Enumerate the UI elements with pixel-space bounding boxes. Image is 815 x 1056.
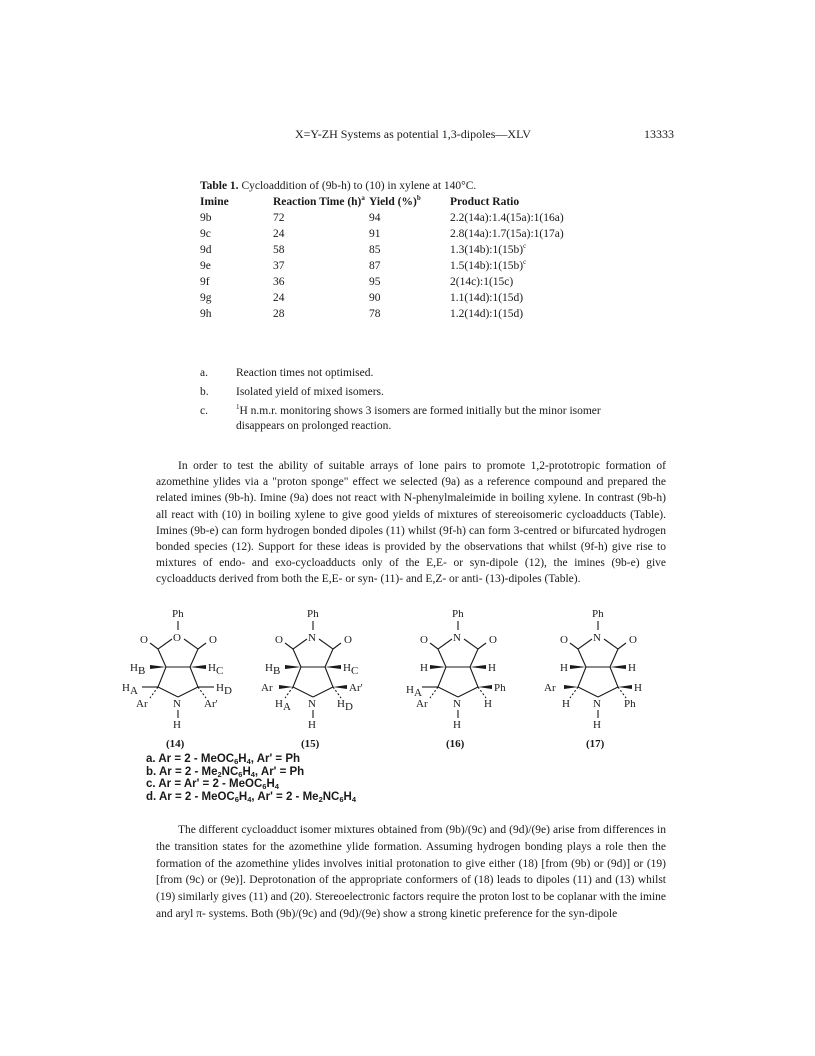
body-paragraph-2: The different cycloadduct isomer mixtures obtained from (9b)/(9c) and (9d)/(9e) arise from differences in the transition states for the azomethine ylide formation. Assuming hydrogen bonding plays a role then the formation of the azomethine ylides involves initial protonation to give either (18) [from (9b) or (9d)] or (19) [from (9c) or (9e)]. Deprotonation of the appropriate conformers of (18) leads to dipoles (11) and (13) whilst (19) similarly gives (11) and (20). Stereoelectronic factors require the proton lost to be coplanar with the imine and aryl π- systems. Both (9b)/(9c) and (9d)/(9e) show a strong kinetic preference for the syn-dipole — [156, 824, 666, 920]
svg-text:H: H — [560, 662, 568, 674]
svg-text:H: H — [343, 662, 351, 674]
substituent-legend — [146, 753, 356, 803]
svg-text:H: H — [337, 698, 345, 710]
body-paragraph-1: In order to test the ability of suitable arrays of lone pairs to promote 1,2-prototropic formation of azomethine ylides via a "proton sponge" effect we selected (9a) as a reference compound and prepared the related imines (9b-h). Imine (9a) does not react with N-phenylmaleimide in boiling xylene. In contrast (9b-h) all react with (10) in boiling xylene to give good yields of mixtures of stereoisomeric cycloadducts (Table). Imines (9b-e) can form hydrogen bonded dipoles (11) whilst (9f-h) can form 3-centred or bifurcated hydrogen bonded species (12). Support for these ideas is provided by the observations that whilst (9f-h) give rise to mixtures of endo- and exo-cycloadducts only of the E,E- or syn-dipole (12), the imines (9b-e) give cycloadducts derived from both the E,E- or syn- (11)- and E,Z- or anti- (13)-dipoles (Table). — [156, 460, 666, 586]
substituent-a: a. $Ar = 2 - MeOC_6H_4$, Ar' = Ph — [146, 753, 301, 766]
svg-text:(15): (15) — [301, 738, 320, 750]
svg-text:Ph: Ph — [624, 698, 636, 710]
table-row: 9g 24 90 1.1(14d):1(15d) — [200, 292, 524, 304]
structure-16 — [408, 605, 528, 750]
svg-text:O: O — [344, 634, 352, 646]
col-yield: Yield (%)$^b$ — [369, 194, 421, 208]
svg-text:Ph: Ph — [494, 682, 506, 694]
table-header-row — [200, 194, 650, 210]
footnote-c: c. $^1$H n.m.r. monitoring shows 3 isomers are formed initially but the minor isomer — [200, 403, 601, 417]
table-row: 9d 58 85 $1.3(14b):1(15b)^c$ — [200, 242, 527, 256]
svg-text:Ar': Ar' — [204, 698, 218, 710]
svg-text:H: H — [275, 698, 283, 710]
table-row: 9h 28 78 1.2(14d):1(15d) — [200, 308, 524, 320]
table-caption-text: Cycloaddition of (9b-h) to (10) in xylene at 140°C. — [238, 180, 477, 192]
svg-text:O: O — [173, 632, 181, 644]
svg-text:H: H — [593, 719, 601, 731]
svg-text:A: A — [414, 687, 422, 699]
svg-text:H: H — [208, 662, 216, 674]
col-reaction-time: Reaction Time $(h)^a$ — [273, 194, 365, 208]
structure-figure — [122, 605, 688, 750]
structure-15 — [263, 605, 383, 750]
svg-text:(17): (17) — [586, 738, 605, 750]
svg-text:O: O — [209, 634, 217, 646]
footnote-a: a. Reaction times not optimised. — [200, 367, 374, 379]
structure-14 — [122, 605, 248, 750]
svg-text:H: H — [265, 662, 273, 674]
svg-text:Ar: Ar — [136, 698, 148, 710]
substituent-b: b. $Ar = 2 - Me_2NC_6H_4$, Ar' = Ph — [146, 765, 305, 779]
svg-text:H: H — [308, 719, 316, 731]
svg-text:Ph: Ph — [172, 608, 184, 620]
table-1 — [200, 180, 660, 322]
svg-text:D: D — [224, 685, 232, 697]
svg-text:Ar: Ar — [416, 698, 428, 710]
svg-text:D: D — [345, 701, 353, 713]
svg-text:Ar: Ar — [261, 682, 273, 694]
svg-text:N: N — [308, 698, 316, 710]
svg-text:A: A — [130, 685, 138, 697]
table-caption-label: Table 1. — [200, 180, 239, 192]
col-product-ratio: Product Ratio — [450, 196, 520, 208]
svg-text:B: B — [138, 665, 146, 677]
svg-text:H: H — [628, 662, 636, 674]
svg-text:H: H — [216, 682, 224, 694]
footnote-c-continued: disappears on prolonged reaction. — [236, 420, 392, 432]
svg-text:C: C — [351, 665, 359, 677]
svg-text:Ph: Ph — [592, 608, 604, 620]
structure-17 — [544, 605, 668, 750]
svg-text:N: N — [308, 632, 316, 644]
svg-text:H: H — [634, 682, 642, 694]
svg-text:N: N — [593, 632, 601, 644]
svg-text:Ar: Ar — [544, 682, 556, 694]
svg-text:O: O — [629, 634, 637, 646]
svg-text:H: H — [130, 662, 138, 674]
svg-text:B: B — [273, 665, 281, 677]
svg-text:N: N — [173, 698, 181, 710]
table-row: 9c 24 91 2.8(14a):1.7(15a):1(17a) — [200, 228, 564, 240]
col-imine: Imine — [200, 196, 229, 208]
svg-text:(16): (16) — [446, 738, 465, 750]
svg-text:O: O — [489, 634, 497, 646]
footnote-b: b. Isolated yield of mixed isomers. — [200, 386, 384, 398]
table-row: 9b 72 94 2.2(14a):1.4(15a):1(16a) — [200, 212, 564, 224]
svg-text:H: H — [406, 684, 414, 696]
svg-text:H: H — [484, 698, 492, 710]
running-title: X=Y-ZH Systems as potential 1,3-dipoles—XLV — [295, 127, 531, 141]
svg-text:N: N — [453, 698, 461, 710]
svg-text:N: N — [453, 632, 461, 644]
svg-text:H: H — [122, 682, 130, 694]
table-row: 9f 36 95 2(14c):1(15c) — [200, 276, 514, 288]
svg-text:H: H — [173, 719, 181, 731]
table-footnotes — [200, 366, 670, 438]
svg-text:A: A — [283, 701, 291, 713]
svg-text:N: N — [593, 698, 601, 710]
svg-text:Ph: Ph — [452, 608, 464, 620]
svg-text:H: H — [453, 719, 461, 731]
svg-text:C: C — [216, 665, 224, 677]
results-table — [200, 194, 650, 322]
svg-text:O: O — [420, 634, 428, 646]
table-row: 9e 37 87 $1.5(14b):1(15b)^c$ — [200, 258, 527, 272]
table-caption — [200, 180, 660, 192]
svg-text:O: O — [275, 634, 283, 646]
substituent-c: c. $Ar = Ar' = 2 - MeOC_6H_4$ — [146, 778, 279, 791]
svg-text:O: O — [140, 634, 148, 646]
svg-text:H: H — [420, 662, 428, 674]
svg-text:Ph: Ph — [307, 608, 319, 620]
page-number: 13333 — [644, 127, 674, 141]
svg-text:H: H — [562, 698, 570, 710]
svg-text:H: H — [488, 662, 496, 674]
substituent-d: d. $Ar = 2 - MeOC_6H_4$, $Ar' = 2 - Me_2NC_6H_4$ — [146, 790, 357, 804]
svg-text:Ar': Ar' — [349, 682, 363, 694]
svg-text:O: O — [560, 634, 568, 646]
svg-text:(14): (14) — [166, 738, 185, 750]
